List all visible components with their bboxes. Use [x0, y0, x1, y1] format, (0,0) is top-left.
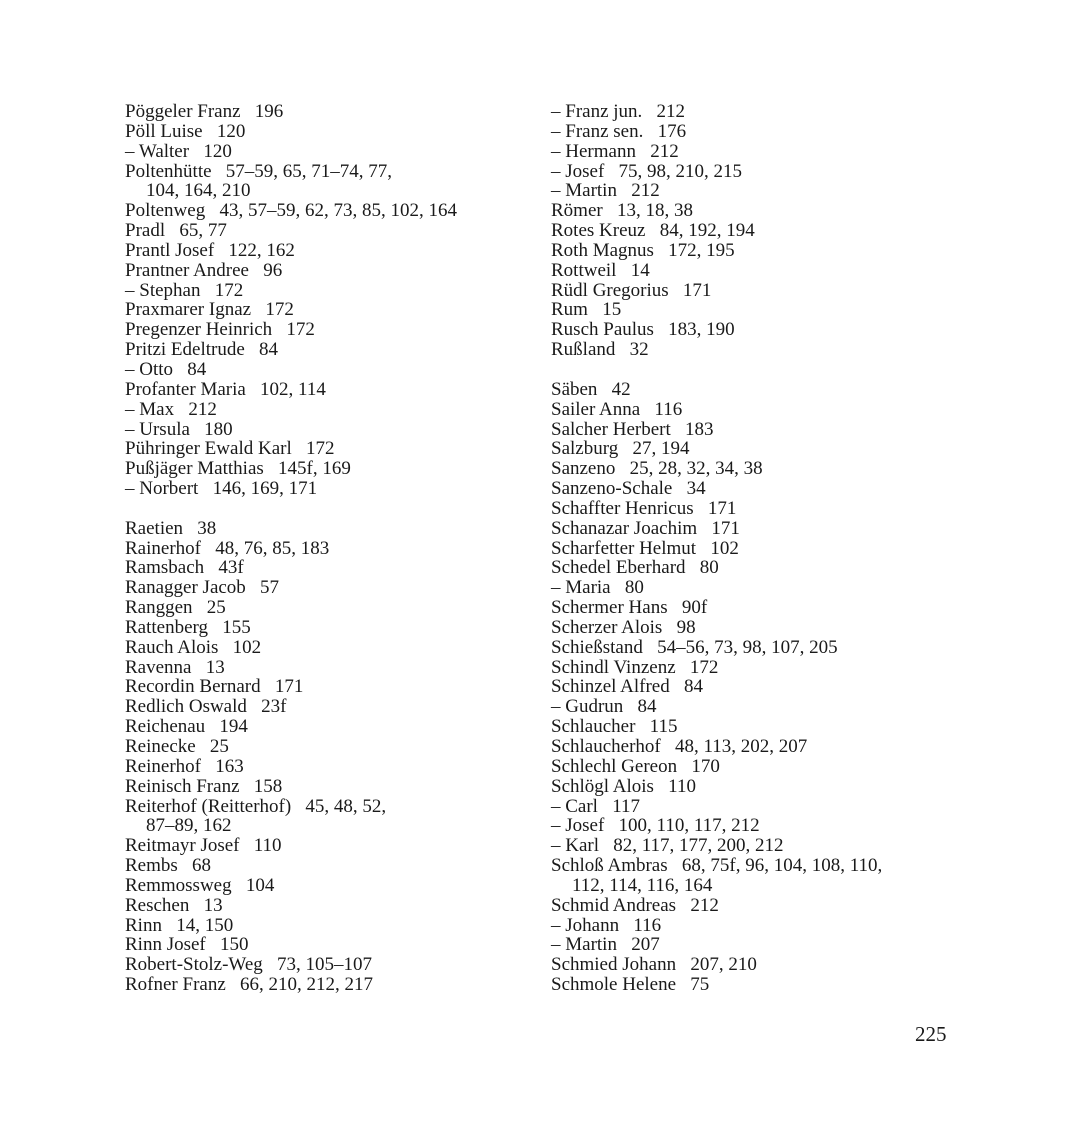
index-entry: Schießstand 54–56, 73, 98, 107, 205: [551, 636, 838, 658]
index-entry: Schedel Eberhard 80: [551, 557, 719, 579]
index-entry: Schlechl Gereon 170: [551, 755, 720, 777]
index-entry: Schmied Johann 207, 210: [551, 954, 757, 976]
index-entry: – Johann 116: [551, 914, 662, 936]
index-entry: Rusch Paulus 183, 190: [551, 319, 735, 341]
index-entry: Reiterhof (Reitterhof) 45, 48, 52,: [125, 795, 387, 817]
index-entry-continuation: 104, 164, 210: [146, 180, 251, 202]
index-entry: Praxmarer Ignaz 172: [125, 299, 294, 321]
index-entry: Rüdl Gregorius 171: [551, 279, 712, 301]
index-entry: – Carl 117: [551, 795, 641, 817]
index-entry: Roth Magnus 172, 195: [551, 239, 735, 261]
index-entry: Schloß Ambras 68, 75f, 96, 104, 108, 110,: [551, 855, 883, 877]
index-entry: Schermer Hans 90f: [551, 597, 708, 619]
index-entry: – Stephan 172: [125, 279, 244, 301]
index-column-left: [125, 102, 545, 995]
index-entry: Schlögl Alois 110: [551, 775, 696, 797]
index-entry: Rotes Kreuz 84, 192, 194: [551, 220, 755, 242]
index-entry: Reinerhof 163: [125, 755, 244, 777]
index-entry: Salcher Herbert 183: [551, 418, 714, 440]
index-entry: Rofner Franz 66, 210, 212, 217: [125, 974, 374, 996]
index-entry: Reschen 13: [125, 894, 223, 916]
index-entry: Robert-Stolz-Weg 73, 105–107: [125, 954, 373, 976]
index-entry-continuation: 87–89, 162: [146, 815, 232, 837]
index-entry: Ranggen 25: [125, 597, 226, 619]
index-entry: Sailer Anna 116: [551, 398, 683, 420]
index-entry: Raetien 38: [125, 517, 217, 539]
index-section-gap: [551, 360, 971, 380]
index-entry: – Franz sen. 176: [551, 120, 687, 142]
index-entry: Sanzeno 25, 28, 32, 34, 38: [551, 458, 763, 480]
index-entry-continuation: 112, 114, 116, 164: [572, 874, 713, 896]
index-entry: Schanazar Joachim 171: [551, 517, 740, 539]
index-column-right: [551, 102, 971, 995]
index-entry: Reichenau 194: [125, 716, 248, 738]
index-entry: Poltenhütte 57–59, 65, 71–74, 77,: [125, 160, 393, 182]
index-entry: Reinecke 25: [125, 736, 229, 757]
index-entry: Salzburg 27, 194: [551, 438, 690, 460]
index-entry: Säben 42: [551, 378, 631, 400]
index-entry: Rottweil 14: [551, 259, 650, 281]
index-entry: Pradl 65, 77: [125, 220, 227, 242]
index-entry: Pritzi Edeltrude 84: [125, 339, 279, 361]
index-entry: Pöggeler Franz 196: [125, 101, 284, 122]
index-entry: – Karl 82, 117, 177, 200, 212: [551, 835, 784, 857]
index-entry: Poltenweg 43, 57–59, 62, 73, 85, 102, 164: [125, 200, 457, 222]
index-entry: Redlich Oswald 23f: [125, 696, 287, 718]
index-entry: – Max 212: [125, 398, 217, 420]
index-entry: – Franz jun. 212: [551, 101, 686, 122]
index-entry: – Ursula 180: [125, 418, 233, 440]
index-entry: – Walter 120: [125, 140, 232, 162]
index-entry: Schindl Vinzenz 172: [551, 656, 719, 678]
index-entry: Rauch Alois 102: [125, 636, 262, 658]
page-number: 225: [915, 1022, 947, 1046]
index-entry: Rußland 32: [551, 339, 649, 361]
index-entry: Prantner Andree 96: [125, 259, 283, 281]
index-entry: Profanter Maria 102, 114: [125, 378, 326, 400]
index-entry: Rainerhof 48, 76, 85, 183: [125, 537, 330, 559]
index-entry: Schmid Andreas 212: [551, 894, 719, 916]
index-entry: – Martin 212: [551, 180, 660, 202]
index-entry: Remmossweg 104: [125, 874, 275, 896]
index-entry: Rattenberg 155: [125, 616, 251, 638]
index-entry: Ravenna 13: [125, 656, 225, 678]
index-entry: Scharfetter Helmut 102: [551, 537, 739, 559]
index-entry: – Josef 100, 110, 117, 212: [551, 815, 760, 837]
index-entry: Rinn 14, 150: [125, 914, 234, 936]
index-entry: – Hermann 212: [551, 140, 679, 162]
index-entry: Pühringer Ewald Karl 172: [125, 438, 335, 460]
index-entry: Scherzer Alois 98: [551, 616, 696, 638]
index-entry: Pregenzer Heinrich 172: [125, 319, 315, 341]
index-entry: Pußjäger Matthias 145f, 169: [125, 458, 351, 480]
index-entry: – Martin 207: [551, 934, 660, 956]
index-entry: Sanzeno-Schale 34: [551, 478, 706, 500]
index-entry: Schlaucher 115: [551, 716, 678, 738]
index-entry: – Maria 80: [551, 577, 644, 599]
index-entry: Pöll Luise 120: [125, 120, 246, 142]
index-section-gap: [125, 499, 545, 519]
index-entry: Recordin Bernard 171: [125, 676, 304, 698]
index-entry: – Norbert 146, 169, 171: [125, 478, 318, 500]
index-entry: Schinzel Alfred 84: [551, 676, 703, 698]
index-entry: Schlaucherhof 48, 113, 202, 207: [551, 736, 808, 757]
index-entry: Rinn Josef 150: [125, 934, 249, 956]
index-entry: – Gudrun 84: [551, 696, 657, 718]
index-entry: Römer 13, 18, 38: [551, 200, 693, 222]
index-entry: – Otto 84: [125, 358, 207, 380]
index-entry: Schmole Helene 75: [551, 974, 710, 996]
index-entry: Reinisch Franz 158: [125, 775, 283, 797]
index-entry: Ranagger Jacob 57: [125, 577, 280, 599]
index-entry: Reitmayr Josef 110: [125, 835, 282, 857]
index-entry: Ramsbach 43f: [125, 557, 244, 579]
index-entry: – Josef 75, 98, 210, 215: [551, 160, 743, 182]
index-entry: Prantl Josef 122, 162: [125, 239, 295, 261]
index-entry: Rum 15: [551, 299, 622, 321]
index-entry: Schaffter Henricus 171: [551, 497, 737, 519]
index-entry: Rembs 68: [125, 855, 212, 877]
